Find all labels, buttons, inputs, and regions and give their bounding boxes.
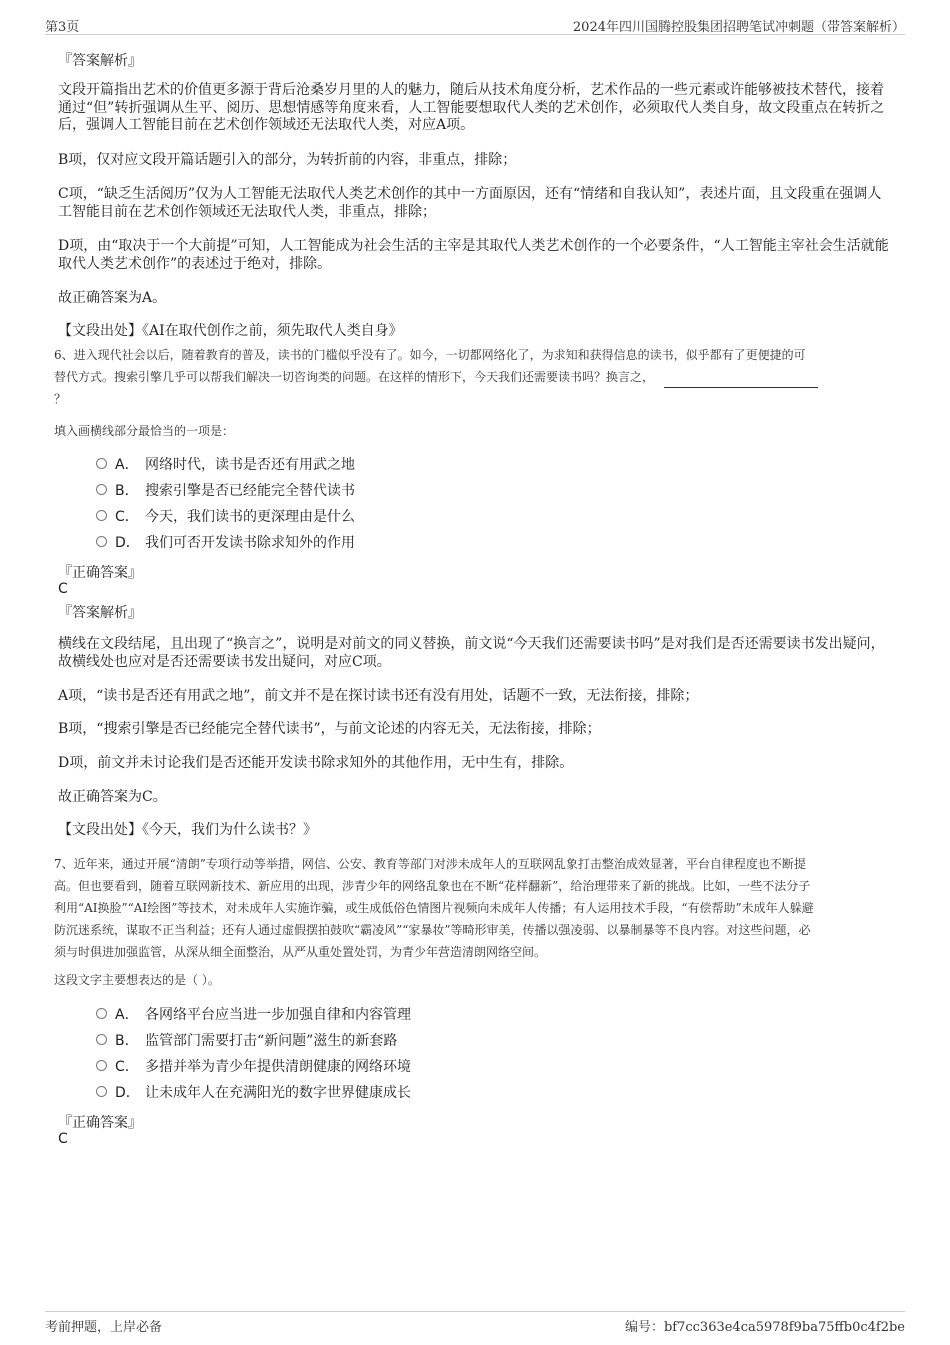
q6-stem-line1: 6、进入现代社会以后，随着教育的普及，读书的门槛似乎没有了。如今，一切都网络化了，为求知和获得信息的读书，似乎都有了更便捷的可 xyxy=(54,348,806,362)
q6-analysis-p1: 横线在文段结尾，且出现了“换言之”，说明是对前文的同义替换，前文说“今天我们还需要读书吗”是对我们是否还需要读书发出疑问，故横线处也应对是否还需要读书发出疑问，对应C项。 xyxy=(58,636,885,670)
radio-icon[interactable] xyxy=(96,536,107,547)
q6-stem xyxy=(54,344,904,410)
q7-option-a[interactable]: A． 各网络平台应当进一步加强自律和内容管理 xyxy=(96,1005,411,1025)
q5-analysis-p4: D项，由“取决于一个大前提”可知，人工智能成为社会生活的主宰是其取代人类艺术创作的一个必要条件，“人工智能主宰社会生活就能取代人类艺术创作”的表述过于绝对，排除。 xyxy=(58,238,889,272)
page-header xyxy=(45,14,905,35)
q5-conclusion: 故正确答案为A。 xyxy=(58,290,167,306)
q6-analysis-p3: B项，“搜索引擎是否已经能完全替代读书”，与前文论述的内容无关，无法衔接，排除； xyxy=(58,721,601,737)
q6-option-c[interactable]: C． 今天，我们读书的更深理由是什么 xyxy=(96,507,355,527)
correct-answer-label: 『正确答案』 xyxy=(58,565,142,581)
q6-correct-answer: C xyxy=(58,581,68,597)
radio-icon[interactable] xyxy=(96,458,107,469)
q6-source: 【文段出处】《今天，我们为什么读书？》 xyxy=(58,822,317,838)
q6-option-b[interactable]: B． 搜索引擎是否已经能完全替代读书 xyxy=(96,481,355,501)
correct-answer-label: 『正确答案』 xyxy=(58,1115,142,1131)
radio-icon[interactable] xyxy=(96,1034,107,1045)
q6-stem-line2-wrap xyxy=(54,366,904,388)
q6-conclusion: 故正确答案为C。 xyxy=(58,789,167,805)
document-title: 2024年四川国腾控股集团招聘笔试冲刺题（带答案解析） xyxy=(572,20,905,35)
analysis-label: 『答案解析』 xyxy=(58,53,142,69)
q7-stem-line: 须与时俱进加强监管，从深从细全面整治，从严从重处置处罚，为青少年营造清朗网络空间。 xyxy=(54,945,547,959)
radio-icon[interactable] xyxy=(96,510,107,521)
radio-icon[interactable] xyxy=(96,1086,107,1097)
q5-analysis-p3: C项，“缺乏生活阅历”仅为人工智能无法取代人类艺术创作的其中一方面原因，还有“情绪和自我认知”，表述片面，且文段重在强调人工智能目前在艺术创作领域还无法取代人类，非重点，排除； xyxy=(58,186,882,220)
q5-analysis-p2: B项，仅对应文段开篇话题引入的部分，为转折前的内容，非重点，排除； xyxy=(58,152,517,168)
q7-stem-line: 防沉迷系统，谋取不正当利益；还有人通过虚假摆拍鼓吹“霸凌风”“家暴妆”等畸形审美，传播以强凌弱、以暴制暴等不良内容。对这些问题，必 xyxy=(54,923,811,937)
q7-option-c[interactable]: C． 多措并举为青少年提供清朗健康的网络环境 xyxy=(96,1057,411,1077)
q6-option-d[interactable]: D． 我们可否开发读书除求知外的作用 xyxy=(96,533,355,553)
radio-icon[interactable] xyxy=(96,484,107,495)
q6-stem-line2: 替代方式。搜索引擎几乎可以帮我们解决一切咨询类的问题。在这样的情形下，今天我们还需要读书吗？换言之， xyxy=(54,370,655,384)
radio-icon[interactable] xyxy=(96,1060,107,1071)
q7-stem-line: 7、近年来，通过开展“清朗”专项行动等举措，网信、公安、教育等部门对涉未成年人的互联网乱象打击整治成效显著，平台自律程度也不断提 xyxy=(54,857,806,871)
footer-slogan: 考前押题，上岸必备 xyxy=(45,1320,163,1335)
page-footer xyxy=(45,1311,905,1334)
document-code: 编号：bf7cc363e4ca5978f9ba75ffb0c4f2be xyxy=(624,1320,905,1335)
q7-stem-line: 利用“AI换脸”“AI绘图”等技术，对未成年人实施诈骗，或生成低俗色情图片视频向未成年人传播；有人运用技术手段，“有偿帮助”未成年人躲避 xyxy=(54,901,814,915)
q6-analysis-p2: A项，“读书是否还有用武之地”，前文并不是在探讨读书还有没有用处，话题不一致，无法衔接，排除； xyxy=(58,688,699,704)
q7-correct-answer: C xyxy=(58,1131,68,1147)
q6-prompt: 填入画横线部分最恰当的一项是： xyxy=(54,424,235,438)
q6-analysis-p4: D项，前文并未讨论我们是否还能开发读书除求知外的其他作用，无中生有，排除。 xyxy=(58,755,574,771)
q7-stem xyxy=(54,853,904,963)
page-number: 第3页 xyxy=(45,20,80,35)
q7-option-d[interactable]: D． 让未成年人在充满阳光的数字世界健康成长 xyxy=(96,1083,411,1103)
q6-stem-line3: ？ xyxy=(54,392,67,406)
fill-blank-line xyxy=(664,373,818,388)
q7-stem-line: 高。但也要看到，随着互联网新技术、新应用的出现，涉青少年的网络乱象也在不断“花样翻新”，给治理带来了新的挑战。比如，一些不法分子 xyxy=(54,879,811,893)
analysis-label: 『答案解析』 xyxy=(58,605,142,621)
q7-prompt: 这段文字主要想表达的是（ ）。 xyxy=(54,973,220,987)
q7-option-b[interactable]: B． 监管部门需要打击“新问题”滋生的新套路 xyxy=(96,1031,397,1051)
q5-source: 【文段出处】《AI在取代创作之前，须先取代人类自身》 xyxy=(58,323,403,339)
radio-icon[interactable] xyxy=(96,1008,107,1019)
q5-analysis-p1: 文段开篇指出艺术的价值更多源于背后沧桑岁月里的人的魅力，随后从技术角度分析，艺术作品的一些元素或许能够被技术替代，接着通过“但”转折强调从生平、阅历、思想情感等角度来看，人工智能要想取代人类的艺术创作，必须取代人类自身，故文段重点在转折之后，强调人工智能目前在艺术创作领域还无法取代人类，对应A项。 xyxy=(58,82,885,133)
q6-option-a[interactable]: A． 网络时代，读书是否还有用武之地 xyxy=(96,455,355,475)
